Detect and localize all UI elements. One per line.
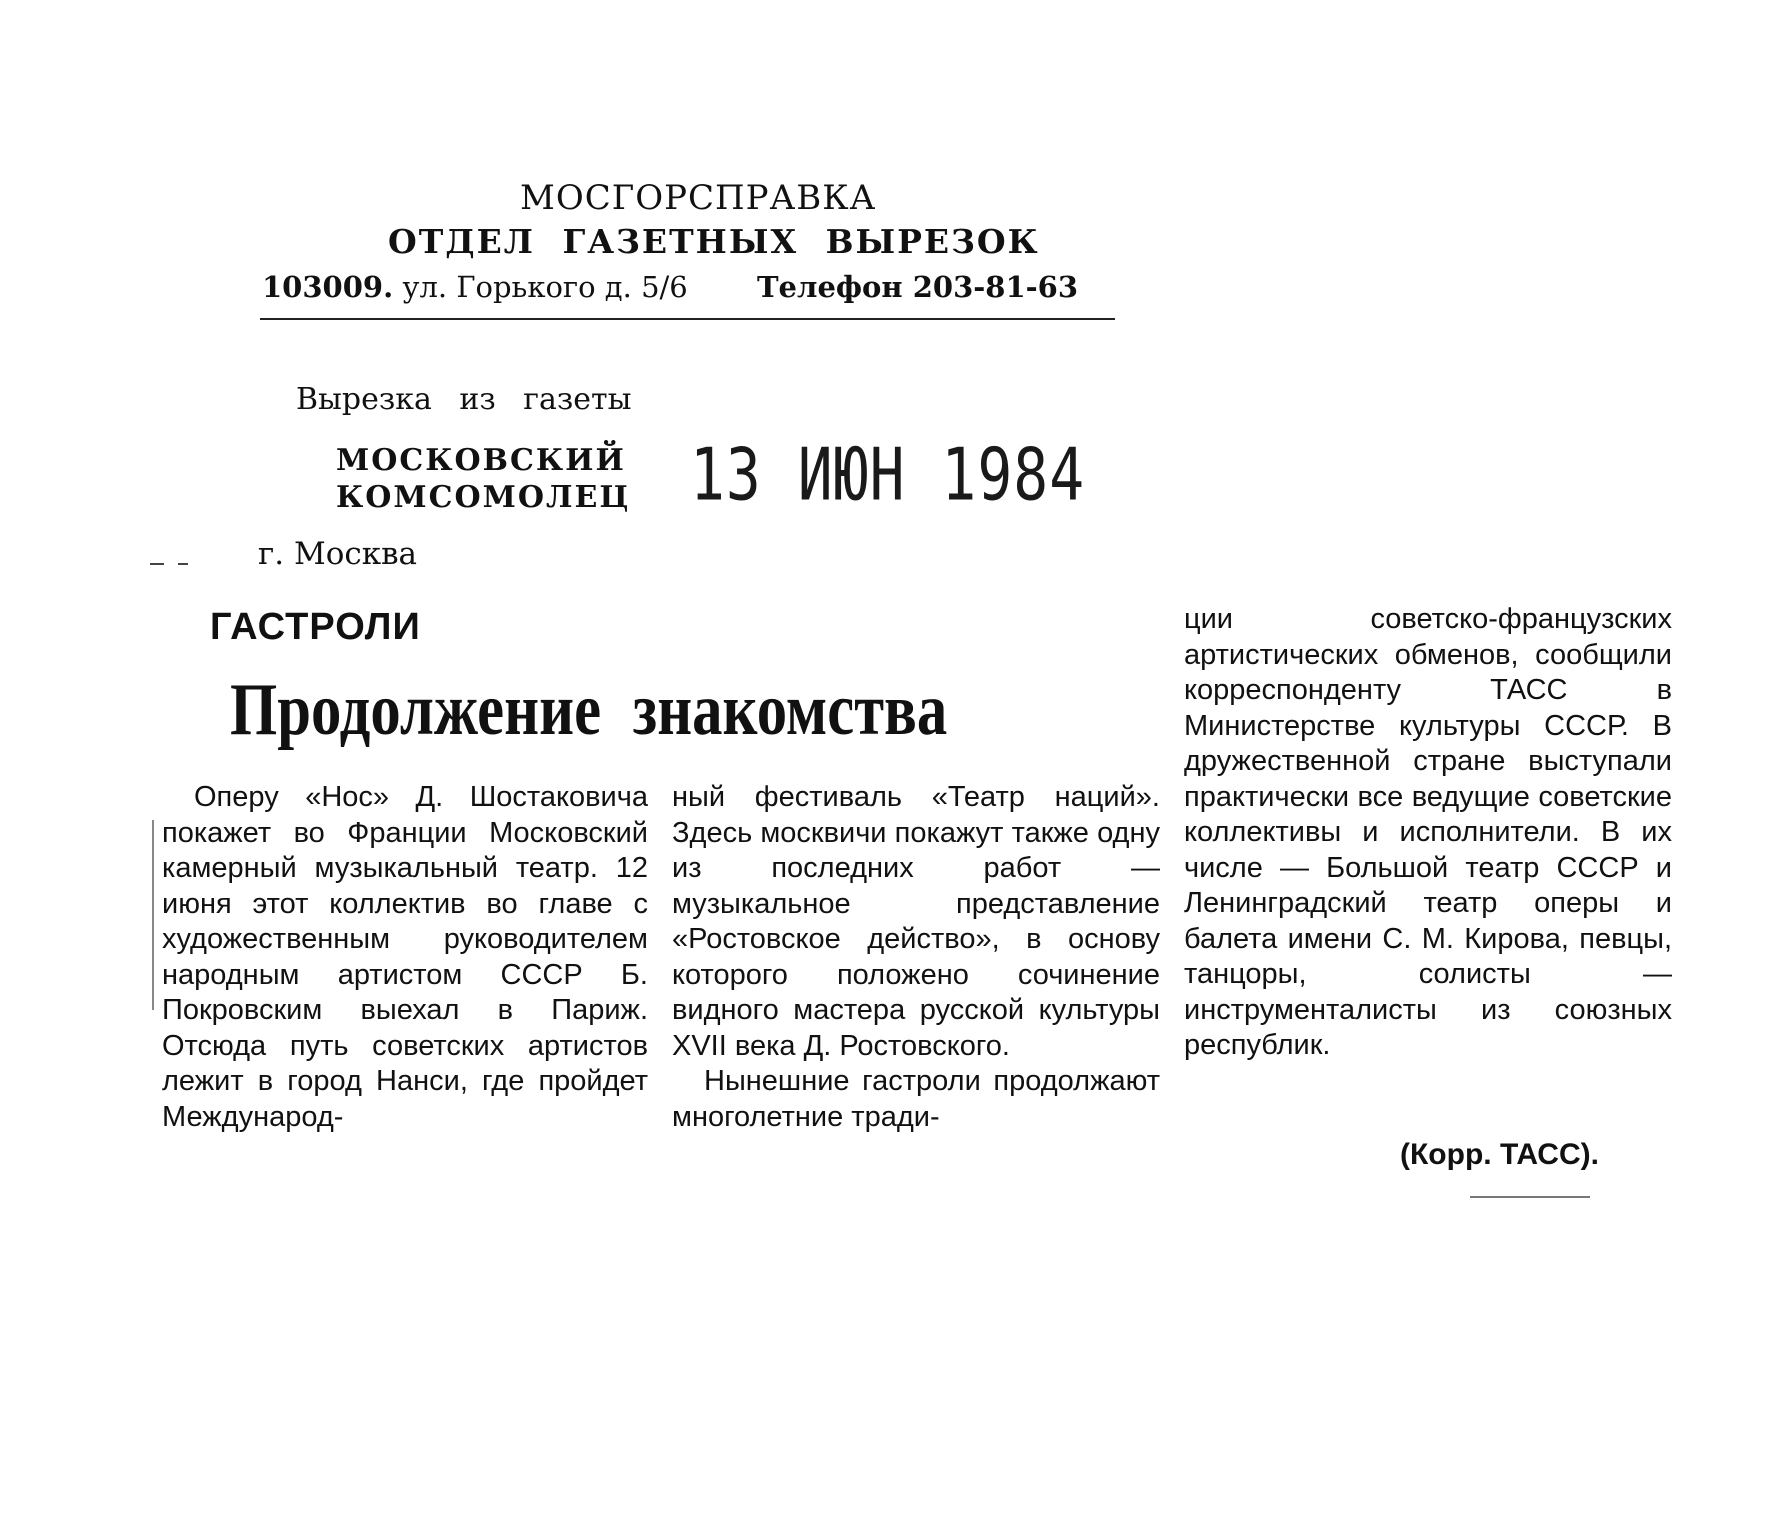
agency-name: МОСГОРСПРАВКА [520, 178, 877, 218]
newspaper-name-line1: МОСКОВСКИЙ [336, 443, 626, 478]
phone-number: Телефон 203-81-63 [756, 270, 1079, 304]
print-speck [152, 820, 154, 1010]
article-column-1 [162, 780, 648, 1135]
street-address: ул. Горького д. 5/6 [402, 270, 688, 304]
article-column-2 [672, 780, 1160, 1135]
agency-address-line [262, 270, 1078, 304]
agency-department: ОТДЕЛ ГАЗЕТНЫХ ВЫРЕЗОК [388, 222, 1040, 261]
print-speck [178, 563, 188, 565]
column-2-text-a: ный фестиваль «Театр наций». Здесь москвичи покажут также одну из последних работ — музыкальное представление «Ростовское действо», в основу которого положено сочинение видного мастера русской культуры XVII века Д. Ростовского. [672, 781, 1160, 1062]
newspaper-name-line2: КОМСОМОЛЕЦ [336, 480, 631, 515]
date-stamp: 13 ИЮН 1984 [690, 432, 1086, 517]
newspaper-name [336, 442, 630, 516]
column-2-text-b: Нынешние гастроли продолжают многолетние тради- [672, 1065, 1160, 1133]
postal-code: 103009. [262, 270, 394, 304]
article-column-3 [1184, 602, 1672, 1064]
column-1-text: Оперу «Нос» Д. Шостаковича покажет во Франции Московский камерный музыкальный театр. 12 июня этот коллектив во главе с художественным руководителем народным артистом СССР Б. Покровским выехал в Париж. Отсюда путь советских артистов лежит в город Нанси, где пройдет Международ- [162, 781, 648, 1133]
article-rubric: ГАСТРОЛИ [210, 606, 421, 648]
header-divider [260, 318, 1115, 320]
clipping-label: Вырезка из газеты [296, 382, 632, 417]
print-speck [150, 563, 164, 565]
city-label: г. Москва [258, 536, 418, 572]
article-credit: (Корр. ТАСС). [1400, 1138, 1599, 1171]
column-3-text: ции советско-французских артистических обменов, сообщили корреспонденту ТАСС в Министерстве культуры СССР. В дружественной стране выступали практически все ведущие советские коллективы и исполнители. В их числе — Большой театр СССР и Ленинградский театр оперы и балета имени С. М. Кирова, певцы, танцоры, солисты — инструменталисты из союзных республик. [1184, 603, 1672, 1061]
article-headline: Продолжение знакомства [230, 669, 948, 751]
print-speck [1470, 1196, 1590, 1198]
